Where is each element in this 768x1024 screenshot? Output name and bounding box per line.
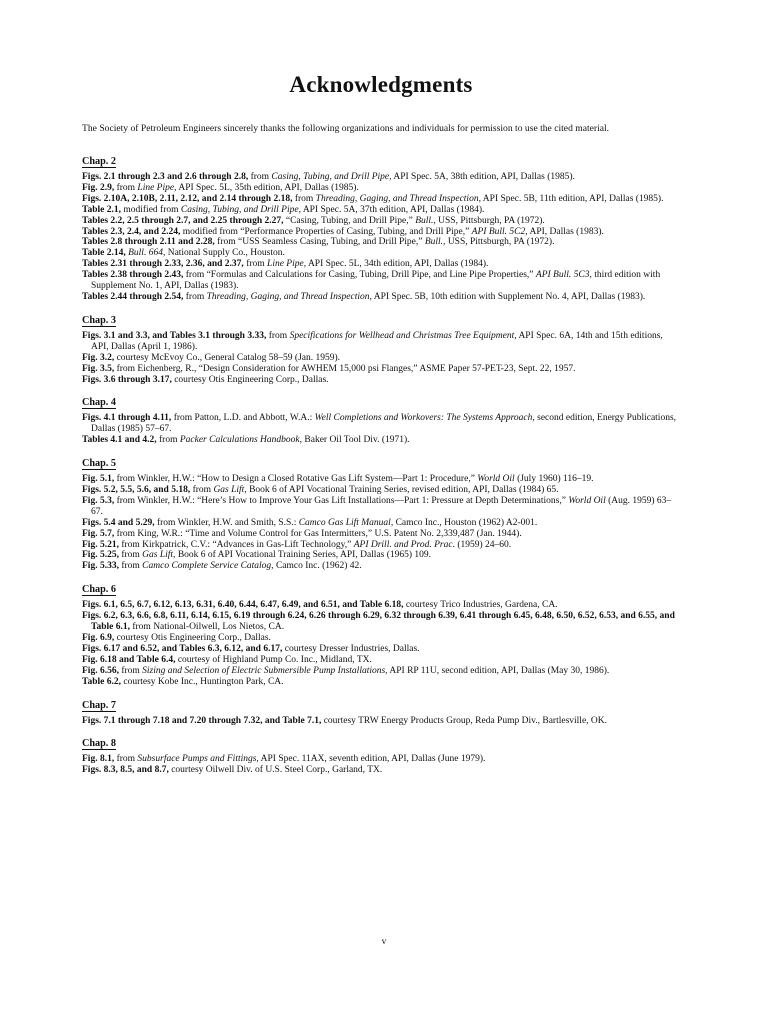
credit-source-title: Sizing and Selection of Electric Submersible Pump Installations, <box>142 665 388 676</box>
credit-entry <box>82 485 680 496</box>
credit-reference: Tables 2.38 through 2.43, <box>82 270 184 281</box>
credit-text: from <box>156 435 180 446</box>
credit-source-title: Camco Gas Lift Manual, <box>298 517 394 528</box>
credit-text: API Spec. 5L, 34th edition, API, Dallas (1984). <box>306 259 489 270</box>
credit-reference: Table 2.14, <box>82 248 126 259</box>
credit-text: API, Dallas (1983). <box>527 226 604 237</box>
credit-source-title: Well Completions and Workovers: The Systems Approach, <box>314 413 535 424</box>
credit-text: from National-Oilwell, Los Nietos, CA. <box>129 622 285 633</box>
chapter-section <box>82 310 680 386</box>
chapter-heading: Chap. 7 <box>82 699 116 711</box>
credit-entry <box>82 474 680 485</box>
credit-source-title: Gas Lift, <box>142 550 176 561</box>
chapter-section <box>82 392 680 446</box>
credit-entry <box>82 561 680 572</box>
credit-source-title: Casing, Tubing, and Drill Pipe, <box>180 204 301 215</box>
credit-source-title: Bull., <box>424 237 446 248</box>
credit-text: API RP 11U, second edition, API, Dallas (May 30, 1986). <box>387 665 610 676</box>
credit-text: Camco Inc. (1962) 42. <box>273 561 362 572</box>
credit-source-title: Subsurface Pumps and Fittings, <box>137 754 259 765</box>
credit-entry <box>82 172 680 183</box>
credit-text: (Aug. 1959) 63–67. <box>91 495 672 517</box>
credit-text: courtesy Kobe Inc., Huntington Park, CA. <box>120 676 284 687</box>
credit-text: API Spec. 5B, 10th edition with Supplement No. 4, API, Dallas (1983). <box>371 291 646 302</box>
credit-text: courtesy Otis Engineering Corp., Dallas. <box>171 374 329 385</box>
credit-source-title: Specifications for Wellhead and Christmas Tree Equipment, <box>289 330 517 341</box>
credit-entry <box>82 435 680 446</box>
credit-reference: Figs. 6.1, 6.5, 6.7, 6.12, 6.13, 6.31, 6.40, 6.44, 6.47, 6.49, and 6.51, and Table 6.18, <box>82 600 404 611</box>
credit-source-title: World Oil <box>477 474 515 485</box>
credit-source-title: World Oil <box>568 495 606 506</box>
credit-text: courtesy of Highland Pump Co. Inc., Midland, TX. <box>175 654 372 665</box>
credit-entry <box>82 259 680 270</box>
credit-text: from Winkler, H.W. and Smith, S.S.: <box>154 517 299 528</box>
credit-reference: Fig. 5.33, <box>82 561 119 572</box>
credit-entry <box>82 216 680 227</box>
credit-reference: Figs. 3.6 through 3.17, <box>82 374 172 385</box>
credit-text: from <box>118 665 143 676</box>
credit-text: from Kirkpatrick, C.V.: “Advances in Gas-Lift Technology,” <box>118 539 354 550</box>
credit-entry <box>82 611 680 633</box>
credit-entry <box>82 666 680 677</box>
credit-text: API Spec. 6A, 14th and 15th editions, API, Dallas (April 1, 1986). <box>91 330 663 352</box>
credit-text: courtesy Dresser Industries, Dallas. <box>282 643 420 654</box>
credit-reference: Figs. 2.10A, 2.10B, 2.11, 2.12, and 2.14 through 2.18, <box>82 193 293 204</box>
credit-source-title: API Drill. and Prod. Prac. <box>353 539 455 550</box>
credit-entry <box>82 331 680 353</box>
credit-text: from Eichenberg, R., “Design Consideration for AWHEM 15,000 psi Flanges,” ASME Paper 57-PET-23, Sept. 22, 1957. <box>114 363 576 374</box>
credit-reference: Figs. 6.17 and 6.52, and Tables 6.3, 6.12, and 6.17, <box>82 643 283 654</box>
credit-entry <box>82 227 680 238</box>
credit-reference: Table 2.1, <box>82 204 121 215</box>
credit-text: third edition with Supplement No. 1, API, Dallas (1983). <box>91 270 661 292</box>
credit-reference: Fig. 3.5, <box>82 363 115 374</box>
credit-entry <box>82 292 680 303</box>
credit-source-title: API Bull. 5C3, <box>535 270 592 281</box>
credit-text: from <box>118 550 143 561</box>
credit-entry <box>82 518 680 529</box>
credit-text: second edition, Energy Publications, Dallas (1985) 57–67. <box>91 413 677 435</box>
page-number: v <box>381 937 387 947</box>
credit-text: from “USS Seamless Casing, Tubing, and Drill Pipe,” <box>214 237 425 248</box>
credit-entry <box>82 633 680 644</box>
credit-reference: Fig. 5.25, <box>82 550 119 561</box>
credit-text: (July 1960) 116–19. <box>514 474 594 485</box>
credit-text: from <box>266 330 290 341</box>
credit-reference: Fig. 5.7, <box>82 528 115 539</box>
credit-text: from Patton, L.D. and Abbott, W.A.: <box>171 413 315 424</box>
credit-entry <box>82 600 680 611</box>
credit-text: from <box>114 754 138 765</box>
chapter-heading: Chap. 3 <box>82 314 116 326</box>
credit-text: from <box>114 182 138 193</box>
credit-reference: Fig. 3.2, <box>82 352 115 363</box>
credit-text: API Spec. 5A, 37th edition, API, Dallas (1984). <box>300 204 485 215</box>
chapter-heading: Chap. 8 <box>82 738 116 750</box>
chapter-sections <box>82 151 680 776</box>
credit-entry <box>82 248 680 259</box>
credit-reference: Tables 2.3, 2.4, and 2.24, <box>82 226 181 237</box>
credit-entry <box>82 655 680 666</box>
credit-text: from “Formulas and Calculations for Casing, Tubing, Drill Pipe, and Line Pipe Properties,” <box>183 270 536 281</box>
credit-entry <box>82 413 680 435</box>
credit-reference: Fig. 6.56, <box>82 665 119 676</box>
credit-reference: Figs. 8.3, 8.5, and 8.7, <box>82 765 169 776</box>
credit-reference: Tables 2.44 through 2.54, <box>82 291 184 302</box>
credit-entry <box>82 270 680 292</box>
credit-text: (1959) 24–60. <box>454 539 512 550</box>
credit-text: from Winkler, H.W.: “Here’s How to Improve Your Gas Lift Installations—Part 1: Pressure at Depth Determinations,” <box>114 495 569 506</box>
credit-text: modified from <box>120 204 181 215</box>
credit-text: API Spec. 5L, 35th edition, API, Dallas (1985). <box>176 182 359 193</box>
credit-text: from <box>183 291 207 302</box>
credit-entry <box>82 765 680 776</box>
credit-text: USS, Pittsburgh, PA (1972). <box>435 215 545 226</box>
credit-text: Book 6 of API Vocational Training Series, API, Dallas (1965) 109. <box>175 550 432 561</box>
chapter-section <box>82 453 680 572</box>
acknowledgments-page <box>82 72 680 783</box>
credit-reference: Fig. 5.3, <box>82 495 115 506</box>
credit-reference: Fig. 6.18 and Table 6.4, <box>82 654 176 665</box>
credit-source-title: Bull., <box>415 215 436 226</box>
credit-reference: Tables 2.2, 2.5 through 2.7, and 2.25 through 2.27, <box>82 215 284 226</box>
credit-text: from <box>292 193 316 204</box>
credit-source-title: Camco Complete Service Catalog, <box>142 561 274 572</box>
chapter-section <box>82 695 680 727</box>
credit-text: courtesy TRW Energy Products Group, Reda Pump Div., Bartlesville, OK. <box>321 715 608 726</box>
credit-reference: Table 6.2, <box>82 676 121 687</box>
credit-entry <box>82 540 680 551</box>
credit-source-title: Threading, Gaging, and Thread Inspection, <box>315 193 481 204</box>
credit-source-title: Line Pipe, <box>267 259 307 270</box>
credit-reference: Tables 4.1 and 4.2, <box>82 435 157 446</box>
credit-entry <box>82 644 680 655</box>
chapter-section <box>82 579 680 687</box>
chapter-heading: Chap. 4 <box>82 397 116 409</box>
credit-text: API Spec. 11AX, seventh edition, API, Dallas (June 1979). <box>258 754 486 765</box>
credit-entry <box>82 364 680 375</box>
chapter-section <box>82 151 680 303</box>
credit-text: courtesy McEvoy Co., General Catalog 58–59 (Jan. 1959). <box>114 352 341 363</box>
credit-text: from <box>118 561 143 572</box>
credit-text: modified from “Performance Properties of Casing, Tubing, and Drill Pipe,” <box>180 226 472 237</box>
credit-reference: Tables 2.8 through 2.11 and 2.28, <box>82 237 215 248</box>
credit-source-title: Threading, Gaging, and Thread Inspection, <box>206 291 372 302</box>
credit-source-title: Line Pipe, <box>137 182 177 193</box>
credit-reference: Fig. 8.1, <box>82 754 115 765</box>
credit-text: courtesy Otis Engineering Corp., Dallas. <box>114 633 271 643</box>
chapter-heading: Chap. 2 <box>82 156 116 167</box>
credit-entry <box>82 183 680 194</box>
credit-reference: Figs. 5.4 and 5.29, <box>82 517 155 528</box>
credit-text: Baker Oil Tool Div. (1971). <box>302 435 410 446</box>
credit-entry <box>82 754 680 765</box>
credit-text: from Winkler, H.W.: “How to Design a Closed Rotative Gas Lift System—Part 1: Procedure,” <box>114 474 478 485</box>
intro-paragraph: The Society of Petroleum Engineers sincerely thanks the following organizations and individuals for permission to use the cited material. <box>82 123 610 134</box>
credit-reference: Figs. 5.2, 5.5, 5.6, and 5.18, <box>82 485 191 496</box>
credit-entry <box>82 529 680 540</box>
credit-text: USS, Pittsburgh, PA (1972). <box>445 237 555 248</box>
credit-text: from <box>243 259 268 270</box>
credit-reference: Figs. 6.2, 6.3, 6.6, 6.8, 6.11, 6.14, 6.15, 6.19 through 6.24, 6.26 through 6.29, 6.32 through 6.39, 6.41 through 6.45, 6.48, 6.50, 6.52, 6.53, and 6.55, and Table 6.1, <box>82 611 675 633</box>
credit-entry <box>82 677 680 688</box>
credit-text: from King, W.R.: “Time and Volume Control for Gas Intermitters,” U.S. Patent No. 2,339,487 (Jan. 1944). <box>114 528 522 539</box>
credit-text: Book 6 of API Vocational Training Series, revised edition, API, Dallas (1984) 65. <box>246 485 559 496</box>
credit-entry <box>82 237 680 248</box>
credit-entry <box>82 353 680 364</box>
credit-entry <box>82 194 680 205</box>
credit-reference: Figs. 4.1 through 4.11, <box>82 413 172 424</box>
credit-text: courtesy Trico Industries, Gardena, CA. <box>403 600 558 611</box>
credit-source-title: API Bull. 5C2, <box>471 226 528 237</box>
chapter-section <box>82 733 680 776</box>
credit-text: Camco Inc., Houston (1962) A2-001. <box>393 517 538 528</box>
credit-reference: Figs. 2.1 through 2.3 and 2.6 through 2.8, <box>82 172 249 182</box>
credit-source-title: Gas Lift, <box>213 485 247 496</box>
credit-source-title: Casing, Tubing, and Drill Pipe, <box>271 172 392 182</box>
page-title: Acknowledgments <box>289 72 473 97</box>
credit-text: courtesy Oilwell Div. of U.S. Steel Corp., Garland, TX. <box>168 765 383 776</box>
credit-entry <box>82 550 680 561</box>
credit-text: API Spec. 5B, 11th edition, API, Dallas (1985). <box>480 193 664 204</box>
credit-source-title: Bull. 664, <box>128 248 166 259</box>
credit-text: from <box>190 485 214 496</box>
credit-reference: Tables 2.31 through 2.33, 2.36, and 2.37, <box>82 259 244 270</box>
credit-entry <box>82 205 680 216</box>
credit-entry <box>82 375 680 386</box>
credit-text: “Casing, Tubing, and Drill Pipe,” <box>283 215 416 226</box>
credit-reference: Figs. 3.1 and 3.3, and Tables 3.1 through 3.33, <box>82 330 267 341</box>
chapter-heading: Chap. 5 <box>82 458 116 470</box>
credit-reference: Fig. 5.21, <box>82 539 119 550</box>
credit-text: API Spec. 5A, 38th edition, API, Dallas (1985). <box>391 172 575 182</box>
credit-reference: Figs. 7.1 through 7.18 and 7.20 through 7.32, and Table 7.1, <box>82 715 322 726</box>
credit-text: from <box>248 172 272 182</box>
credit-reference: Fig. 2.9, <box>82 182 115 193</box>
credit-reference: Fig. 6.9, <box>82 633 115 643</box>
credit-entry <box>82 496 680 518</box>
credit-reference: Fig. 5.1, <box>82 474 115 485</box>
chapter-heading: Chap. 6 <box>82 584 116 596</box>
credit-source-title: Packer Calculations Handbook, <box>179 435 303 446</box>
credit-text: National Supply Co., Houston. <box>165 248 285 259</box>
credit-entry <box>82 716 680 727</box>
